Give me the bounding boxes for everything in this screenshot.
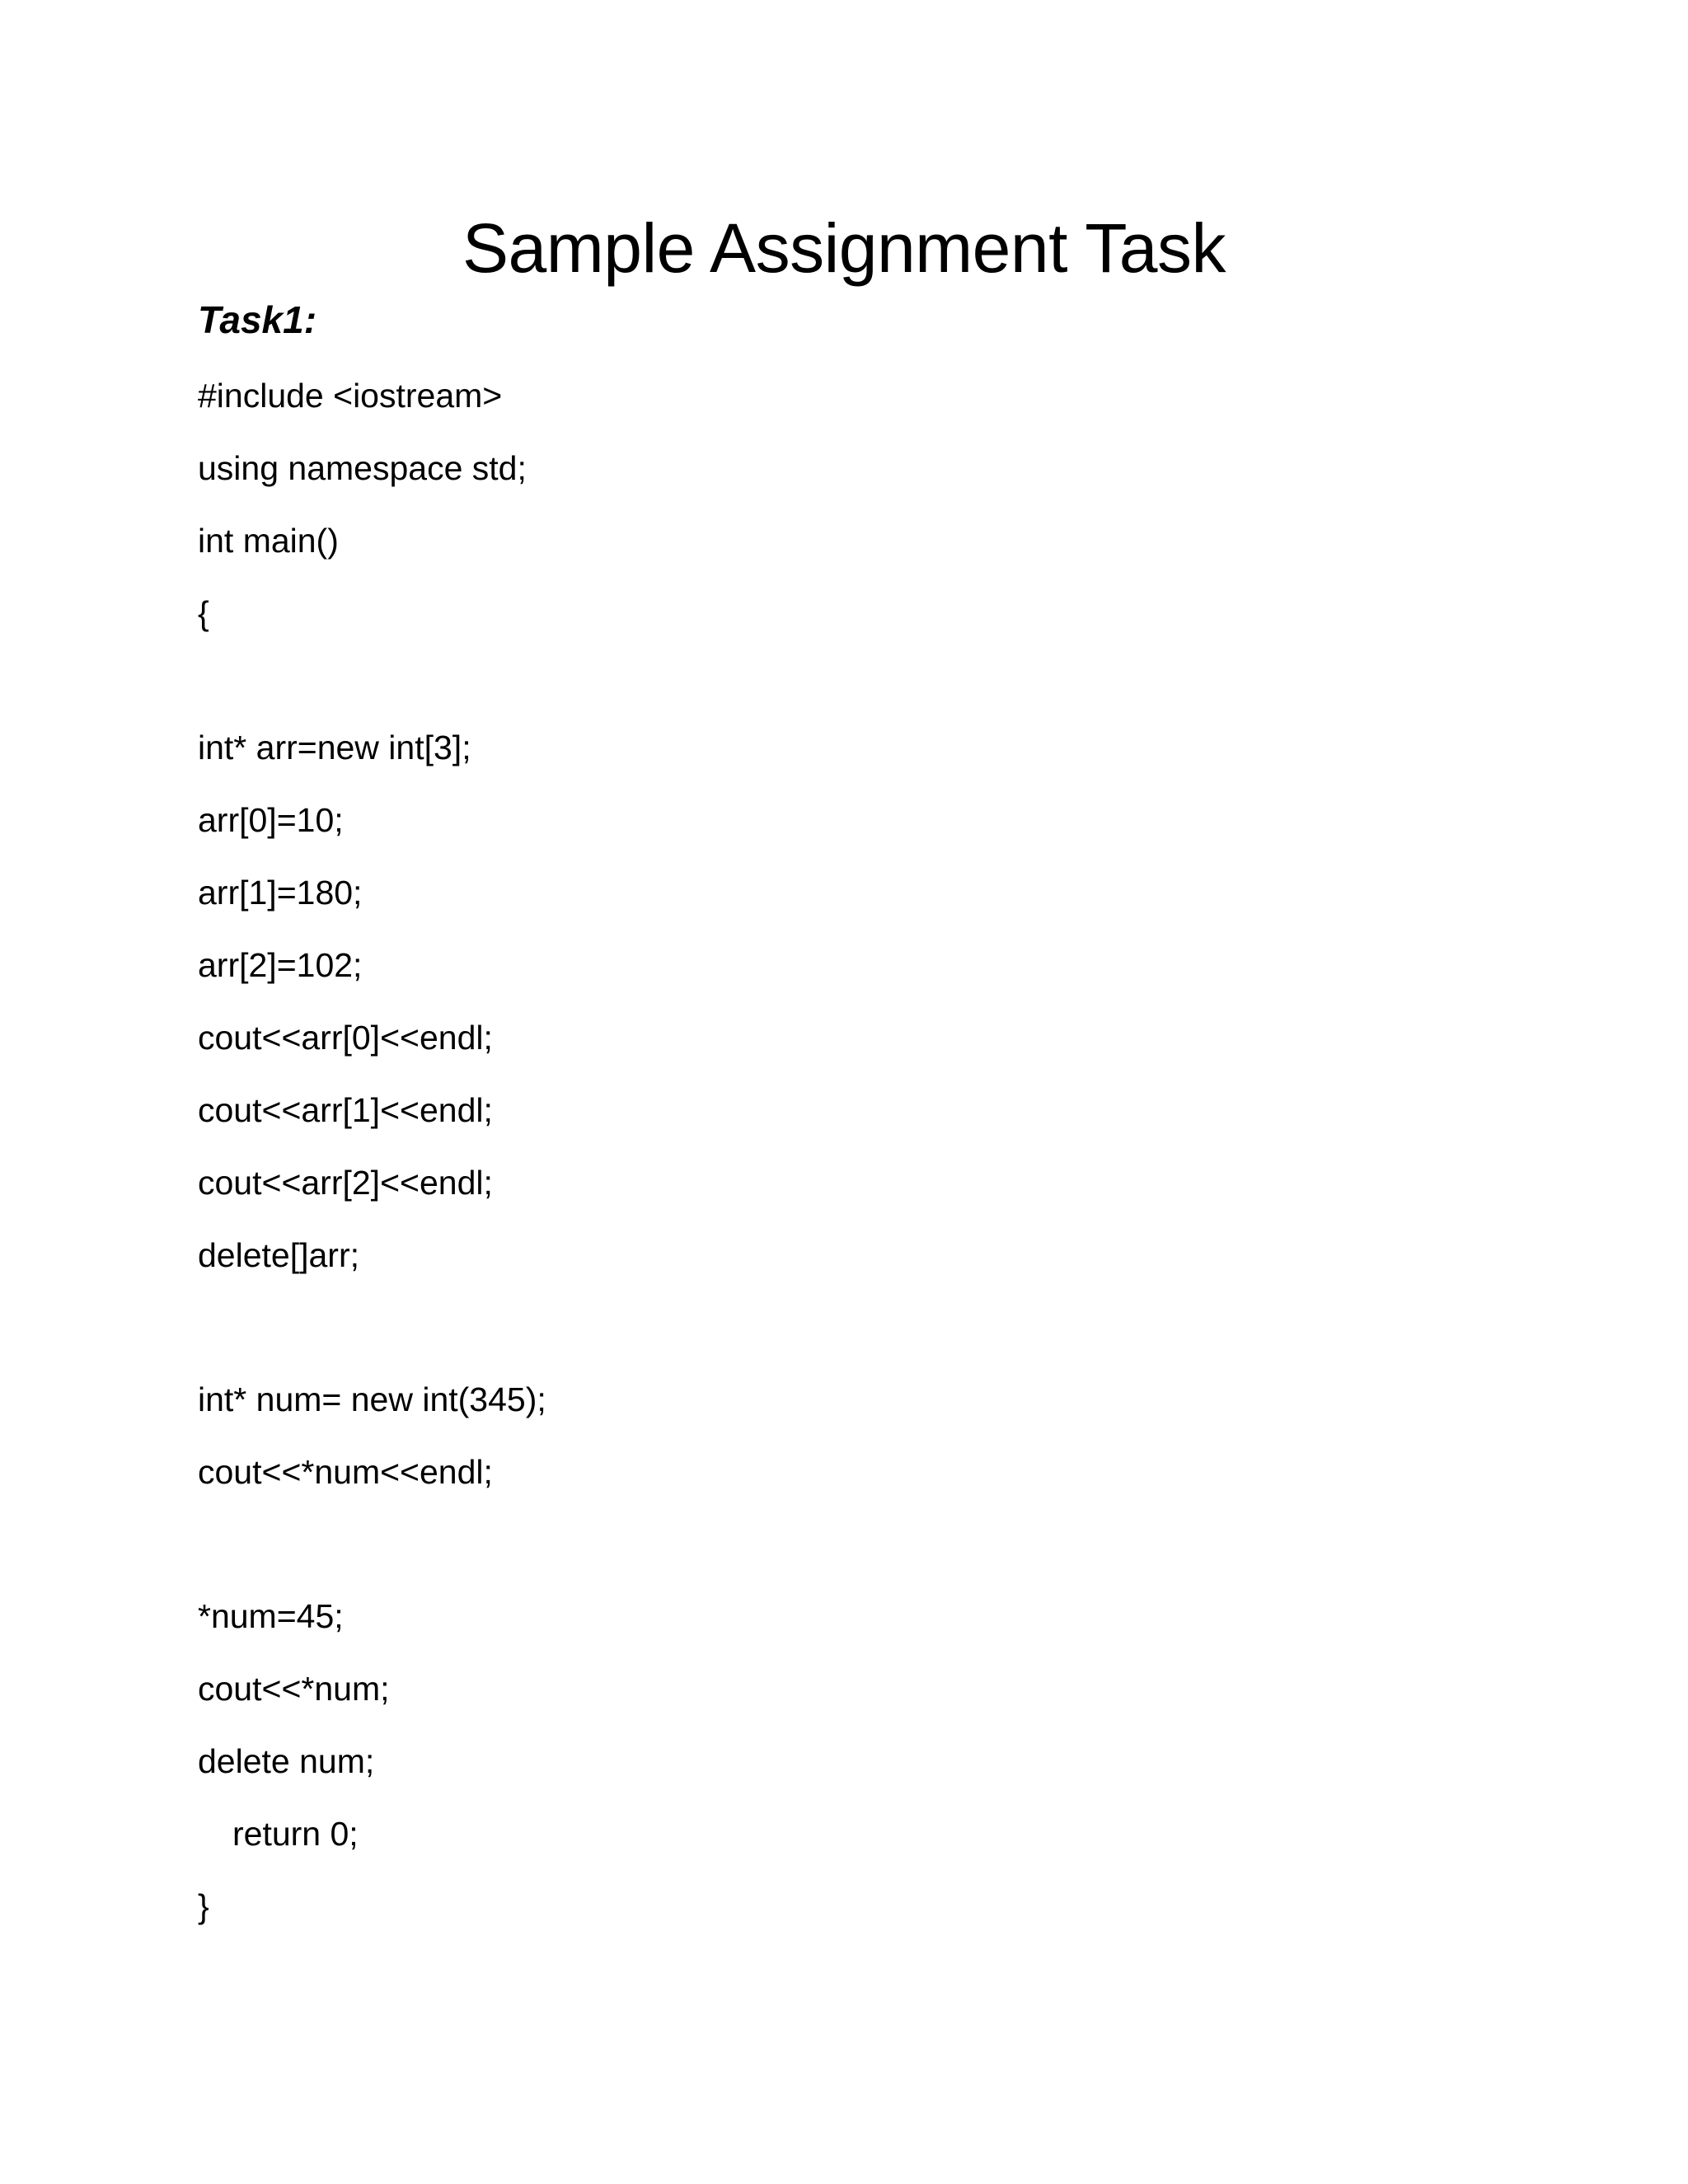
- code-line: {: [198, 594, 209, 632]
- code-line: cout<<*num<<endl;: [198, 1453, 493, 1491]
- code-line: using namespace std;: [198, 449, 527, 487]
- code-line: arr[0]=10;: [198, 801, 344, 839]
- code-line: return 0;: [232, 1815, 359, 1853]
- code-line: arr[2]=102;: [198, 946, 363, 984]
- code-line: int main(): [198, 522, 339, 560]
- code-line: delete num;: [198, 1742, 375, 1780]
- code-line: delete[]arr;: [198, 1236, 359, 1274]
- code-line: *num=45;: [198, 1597, 344, 1635]
- code-line: #include <iostream>: [198, 377, 503, 415]
- code-line: cout<<*num;: [198, 1670, 390, 1708]
- code-line: }: [198, 1887, 209, 1925]
- code-line: int* arr=new int[3];: [198, 729, 471, 766]
- code-line: cout<<arr[2]<<endl;: [198, 1164, 493, 1202]
- code-line: int* num= new int(345);: [198, 1380, 546, 1418]
- code-line: cout<<arr[1]<<endl;: [198, 1091, 493, 1129]
- document-title: Sample Assignment Task: [462, 209, 1226, 287]
- code-line: arr[1]=180;: [198, 874, 363, 912]
- task-heading: Task1:: [198, 298, 317, 341]
- code-line: cout<<arr[0]<<endl;: [198, 1019, 493, 1057]
